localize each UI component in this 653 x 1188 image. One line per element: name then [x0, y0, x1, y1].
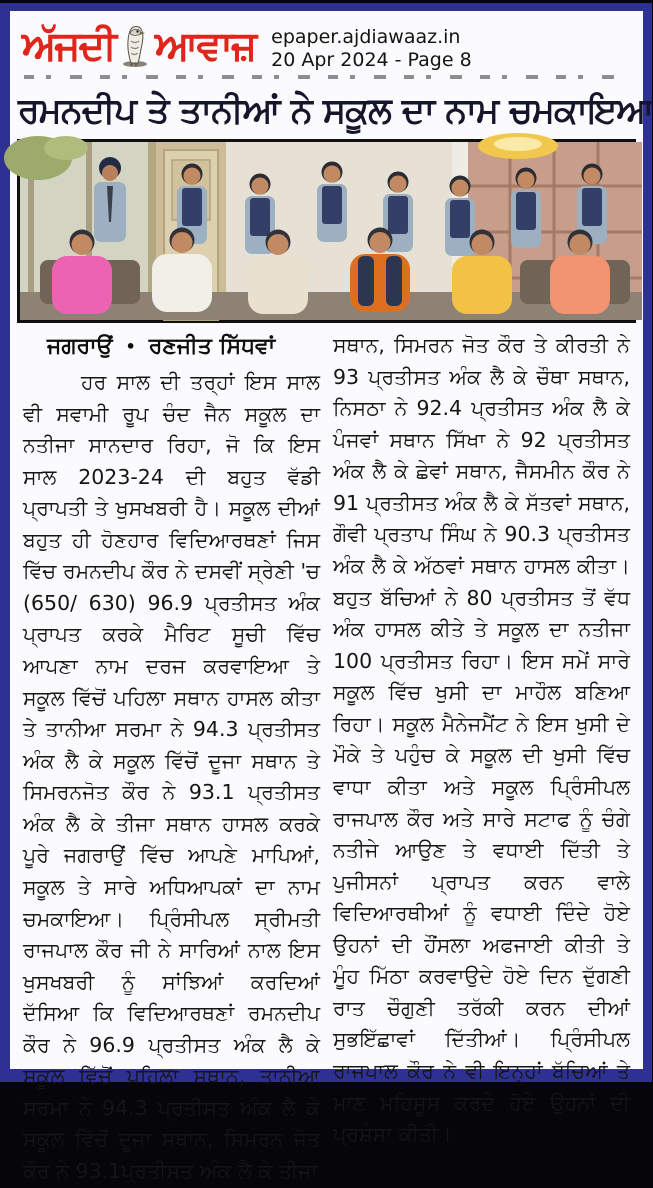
- dateline-author: ਰਣਜੀਤ ਸਿੱਧਵਾਂ: [148, 334, 276, 360]
- epaper-page: [0, 3, 653, 1184]
- article-headline: ਰਮਨਦੀਪ ਤੇ ਤਾਨੀਆਂ ਨੇ ਸਕੂਲ ਦਾ ਨਾਮ ਚਮਕਾਇਆ: [18, 90, 653, 131]
- falcon-logo-icon: [117, 21, 153, 71]
- cropped-text-remnant: [24, 73, 627, 82]
- date-page-text: 20 Apr 2024 - Page 8: [271, 48, 472, 71]
- column-right: [333, 330, 630, 1188]
- article-text-left: ਹਰ ਸਾਲ ਦੀ ਤਰ੍ਹਾਂ ਇਸ ਸਾਲ ਵੀ ਸਵਾਮੀ ਰੂਪ ਚੰਦ ਜੈਨ ਸਕੂਲ ਦਾ ਨਤੀਜਾ ਸਾਨਦਾਰ ਰਿਹਾ, ਜੋ ਕਿ ਇਸ ਸਾਲ 2023-24 ਦੀ ਬਹੁਤ ਵੱਡੀ ਪ੍ਰਾਪਤੀ ਤੇ ਖੁਸਖਬਰੀ ਹੈ। ਸਕੂਲ ਦੀਆਂ ਬਹੁਤ ਹੀ ਹੋਣਹਾਰ ਵਿਦਿਆਰਥਣਾਂ ਜਿਸ ਵਿੱਚ ਰਮਨਦੀਪ ਕੌਰ ਨੇ ਦਸਵੀਂ ਸ੍ਰੇਣੀ 'ਚ (650/ 630) 96.9 ਪ੍ਰਤੀਸਤ ਅੰਕ ਪ੍ਰਾਪਤ ਕਰਕੇ ਮੈਰਿਟ ਸੂਚੀ ਵਿੱਚ ਆਪਣਾ ਨਾਮ ਦਰਜ ਕਰਵਾਇਆ ਤੇ ਸਕੂਲ ਵਿੱਚੋਂ ਪਹਿਲਾ ਸਥਾਨ ਹਾਸਲ ਕੀਤਾ ਤੇ ਤਾਨੀਆ ਸਰਮਾ ਨੇ 94.3 ਪ੍ਰਤੀਸਤ ਅੰਕ ਲੈ ਕੇ ਸਕੂਲ ਵਿੱਚੋਂ ਦੂਜਾ ਸਥਾਨ ਤੇ ਸਿਮਰਨਜੋਤ ਕੌਰ ਨੇ 93.1 ਪ੍ਰਤੀਸਤ ਅੰਕ ਲੈ ਕੇ ਤੀਜਾ ਸਥਾਨ ਹਾਸਲ ਕਰਕੇ ਪੂਰੇ ਜਗਰਾਉਂ ਵਿੱਚ ਆਪਣੇ ਮਾਪਿਆਂ, ਸਕੂਲ ਤੇ ਸਾਰੇ ਅਧਿਆਪਕਾਂ ਦਾ ਨਾਮ ਚਮਕਾਇਆ। ਪ੍ਰਿੰਸੀਪਲ ਸ੍ਰੀਮਤੀ ਰਾਜਪਾਲ ਕੌਰ ਜੀ ਨੇ ਸਾਰਿਆਂ ਨਾਲ ਇਸ ਖੁਸਖਬਰੀ ਨੂੰ ਸਾਂਝਿਆਂ ਕਰਦਿਆਂ ਦੱਸਿਆ ਕਿ ਵਿਦਿਆਰਥਣਾਂ ਰਮਨਦੀਪ ਕੌਰ ਨੇ 96.9 ਪ੍ਰਤੀਸਤ ਅੰਕ ਲੈ ਕੇ ਸਕੂਲ ਵਿੱਚੋਂ ਪਹਿਲਾ ਸਥਾਨ, ਤਾਨੀਆ ਸਰਮਾ ਨੇ 94.3 ਪ੍ਰਤੀਸਤ ਅੰਕ ਲੈ ਕੇ ਸਕੂਲ ਵਿੱਚੋਂ ਦੂਜਾ ਸਥਾਨ, ਸਿਮਰਨ ਜੋਤ ਕੌਰ ਨੇ 93.1ਪ੍ਰਤੀਸਤ ਅੰਕ ਲੈ ਕੇ ਤੀਜਾ: [23, 369, 320, 1184]
- column-left: [23, 330, 320, 1188]
- article-text-right: ਸਥਾਨ, ਸਿਮਰਨ ਜੋਤ ਕੌਰ ਤੇ ਕੀਰਤੀ ਨੇ 93 ਪ੍ਰਤੀਸਤ ਅੰਕ ਲੈ ਕੇ ਚੌਥਾ ਸਥਾਨ, ਨਿਸਠਾ ਨੇ 92.4 ਪ੍ਰਤੀਸਤ ਅੰਕ ਲੈ ਕੇ ਪੰਜਵਾਂ ਸਥਾਨ ਸਿੱਖਾ ਨੇ 92 ਪ੍ਰਤੀਸਤ ਅੰਕ ਲੈ ਕੇ ਛੇਵਾਂ ਸਥਾਨ, ਜੈਸਮੀਨ ਕੌਰ ਨੇ 91 ਪ੍ਰਤੀਸਤ ਅੰਕ ਲੈ ਕੇ ਸੱਤਵਾਂ ਸਥਾਨ, ਗੌਵੀ ਪ੍ਰਤਾਪ ਸਿੰਘ ਨੇ 90.3 ਪ੍ਰਤੀਸਤ ਅੰਕ ਲੈ ਕੇ ਅੱਠਵਾਂ ਸਥਾਨ ਹਾਸਲ ਕੀਤਾ। ਬਹੁਤ ਬੱਚਿਆਂ ਨੇ 80 ਪ੍ਰਤੀਸਤ ਤੋਂ ਵੱਧ ਅੰਕ ਹਾਸਲ ਕੀਤੇ ਤੇ ਸਕੂਲ ਦਾ ਨਤੀਜਾ 100 ਪ੍ਰਤੀਸਤ ਰਿਹਾ। ਇਸ ਸਮੇਂ ਸਾਰੇ ਸਕੂਲ ਵਿੱਚ ਖੁਸੀ ਦਾ ਮਾਹੌਲ ਬਣਿਆ ਰਿਹਾ। ਸਕੂਲ ਮੈਨੇਜਮੈਂਟ ਨੇ ਇਸ ਖੁਸੀ ਦੇ ਮੌਕੇ ਤੇ ਪਹੁੰਚ ਕੇ ਸਕੂਲ ਦੀ ਖੁਸੀ ਵਿੱਚ ਵਾਧਾ ਕੀਤਾ ਅਤੇ ਸਕੂਲ ਪ੍ਰਿੰਸੀਪਲ ਰਾਜਪਾਲ ਕੌਰ ਅਤੇ ਸਾਰੇ ਸਟਾਫ ਨੂੰ ਚੰਗੇ ਨਤੀਜੇ ਆਉਣ ਤੇ ਵਧਾਈ ਦਿੱਤੀ ਤੇ ਪੁਜੀਸਨਾਂ ਪ੍ਰਾਪਤ ਕਰਨ ਵਾਲੇ ਵਿਦਿਆਰਥੀਆਂ ਨੂੰ ਵਧਾਈ ਦਿੰਦੇ ਹੋਏ ਉਹਨਾਂ ਦੀ ਹੌਂਸਲਾ ਅਫਜਾਈ ਕੀਤੀ ਤੇ ਮੂੰਹ ਮਿੱਠਾ ਕਰਵਾਉਦੇ ਹੋਏ ਦਿਨ ਦੁੱਗਣੀ ਰਾਤ ਚੌਗੁਣੀ ਤਰੱਕੀ ਕਰਨ ਦੀਆਂ ਸੁਭਇੱਛਾਵਾਂ ਦਿੱਤੀਆਂ। ਪ੍ਰਿੰਸੀਪਲ ਰਾਜਪਾਲ ਕੌਰ ਨੇ ਵੀ ਇਨ੍ਹਾਂ ਬੱਚਿਆਂ ਤੇ ਮਾਣ ਮਹਿਸੂਸ ਕਰਦੇ ਹੋਏ ਉਹਨਾਂ ਦੀ ਪ੍ਰਸ਼ੰਸਾ ਕੀਤੀ।: [333, 333, 630, 1147]
- publication-info: [271, 21, 472, 72]
- group-photo: [17, 139, 636, 323]
- dateline-place: ਜਗਰਾਉਂ: [47, 334, 113, 360]
- masthead: [10, 11, 643, 72]
- epaper-site-text: epaper.ajdiawaaz.in: [271, 26, 461, 48]
- newspaper-logo: [22, 21, 255, 71]
- logo-text-left: ਅੱਜਦੀ: [22, 23, 116, 69]
- logo-text-right: ਆਵਾਜ਼: [155, 23, 256, 69]
- newspaper-sheet: [10, 11, 653, 1184]
- article-body: [10, 323, 643, 1188]
- dateline-bullet-icon: •: [125, 337, 136, 357]
- dateline: [23, 330, 320, 364]
